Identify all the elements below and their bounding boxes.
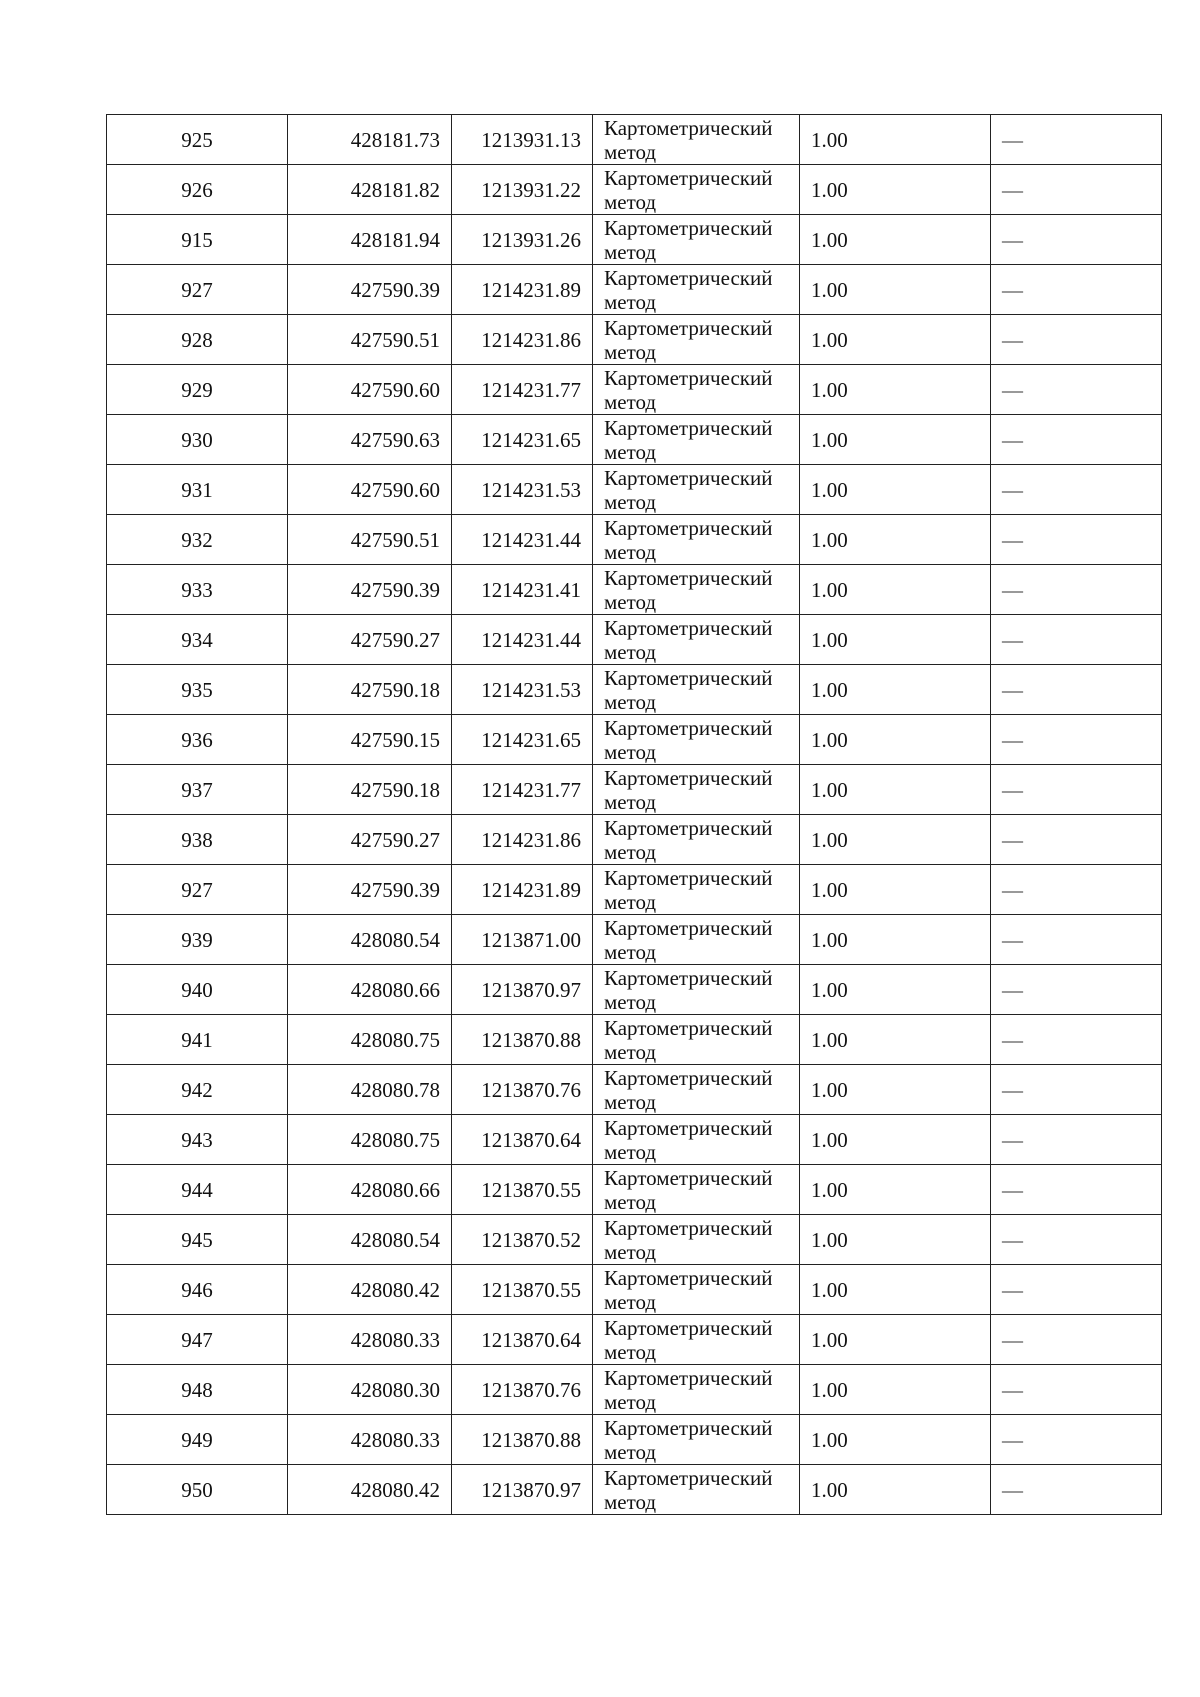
- method-text-line: метод: [604, 189, 657, 214]
- x-coordinate-cell: 428080.54: [288, 915, 452, 965]
- method-text-line: Картометрический: [604, 615, 773, 640]
- accuracy-cell: 1.00: [800, 515, 991, 565]
- point-number-cell: 933: [107, 565, 288, 615]
- method-cell: [593, 665, 800, 715]
- y-coordinate-cell: 1213870.52: [452, 1215, 593, 1265]
- point-number-cell: 932: [107, 515, 288, 565]
- y-coordinate-cell: 1214231.44: [452, 515, 593, 565]
- x-coordinate-cell: 428080.66: [288, 1165, 452, 1215]
- table-row: [107, 1365, 1162, 1415]
- point-number-cell: 945: [107, 1215, 288, 1265]
- accuracy-cell: 1.00: [800, 415, 991, 465]
- method-text-line: метод: [604, 439, 657, 464]
- table-row: [107, 1065, 1162, 1115]
- accuracy-cell: 1.00: [800, 1315, 991, 1365]
- x-coordinate-cell: 428080.33: [288, 1415, 452, 1465]
- method-cell: [593, 165, 800, 215]
- method-text-line: метод: [604, 939, 657, 964]
- method-text-line: Картометрический: [604, 1065, 773, 1090]
- accuracy-cell: 1.00: [800, 365, 991, 415]
- point-number-cell: 939: [107, 915, 288, 965]
- method-text-line: Картометрический: [604, 415, 773, 440]
- table-row: [107, 865, 1162, 915]
- table-row: [107, 765, 1162, 815]
- y-coordinate-cell: 1214231.89: [452, 265, 593, 315]
- table-row: [107, 215, 1162, 265]
- method-text-line: метод: [604, 1489, 657, 1514]
- point-number-cell: 946: [107, 1265, 288, 1315]
- description-cell: —: [991, 165, 1162, 215]
- method-text-line: Картометрический: [604, 465, 773, 490]
- method-text-line: Картометрический: [604, 965, 773, 990]
- method-text-line: Картометрический: [604, 1215, 773, 1240]
- method-text-line: метод: [604, 489, 657, 514]
- method-cell: [593, 1015, 800, 1065]
- description-cell: —: [991, 1315, 1162, 1365]
- description-cell: —: [991, 1065, 1162, 1115]
- accuracy-cell: 1.00: [800, 1015, 991, 1065]
- coordinates-table: [106, 114, 1162, 1515]
- method-text-line: Картометрический: [604, 765, 773, 790]
- method-text-line: метод: [604, 639, 657, 664]
- point-number-cell: 928: [107, 315, 288, 365]
- method-text-line: Картометрический: [604, 915, 773, 940]
- point-number-cell: 944: [107, 1165, 288, 1215]
- x-coordinate-cell: 427590.27: [288, 815, 452, 865]
- accuracy-cell: 1.00: [800, 215, 991, 265]
- y-coordinate-cell: 1213870.64: [452, 1115, 593, 1165]
- point-number-cell: 936: [107, 715, 288, 765]
- point-number-cell: 938: [107, 815, 288, 865]
- y-coordinate-cell: 1213870.97: [452, 965, 593, 1015]
- description-cell: —: [991, 115, 1162, 165]
- point-number-cell: 947: [107, 1315, 288, 1365]
- point-number-cell: 950: [107, 1465, 288, 1515]
- x-coordinate-cell: 427590.18: [288, 665, 452, 715]
- table-row: [107, 815, 1162, 865]
- point-number-cell: 934: [107, 615, 288, 665]
- method-cell: [593, 1065, 800, 1115]
- table-row: [107, 965, 1162, 1015]
- method-text-line: Картометрический: [604, 1415, 773, 1440]
- description-cell: —: [991, 265, 1162, 315]
- point-number-cell: 943: [107, 1115, 288, 1165]
- y-coordinate-cell: 1214231.41: [452, 565, 593, 615]
- description-cell: —: [991, 665, 1162, 715]
- method-text-line: метод: [604, 1339, 657, 1364]
- method-text-line: метод: [604, 989, 657, 1014]
- point-number-cell: 937: [107, 765, 288, 815]
- y-coordinate-cell: 1213931.22: [452, 165, 593, 215]
- x-coordinate-cell: 427590.15: [288, 715, 452, 765]
- method-text-line: метод: [604, 889, 657, 914]
- method-cell: [593, 1265, 800, 1315]
- method-text-line: метод: [604, 239, 657, 264]
- x-coordinate-cell: 428080.33: [288, 1315, 452, 1365]
- table-row: [107, 665, 1162, 715]
- table-row: [107, 715, 1162, 765]
- method-cell: [593, 315, 800, 365]
- method-text-line: метод: [604, 739, 657, 764]
- description-cell: —: [991, 1015, 1162, 1065]
- method-cell: [593, 865, 800, 915]
- point-number-cell: 940: [107, 965, 288, 1015]
- method-cell: [593, 215, 800, 265]
- method-text-line: метод: [604, 689, 657, 714]
- y-coordinate-cell: 1213870.97: [452, 1465, 593, 1515]
- y-coordinate-cell: 1213870.55: [452, 1265, 593, 1315]
- y-coordinate-cell: 1213870.88: [452, 1015, 593, 1065]
- table-row: [107, 565, 1162, 615]
- y-coordinate-cell: 1214231.89: [452, 865, 593, 915]
- y-coordinate-cell: 1213931.26: [452, 215, 593, 265]
- x-coordinate-cell: 428181.73: [288, 115, 452, 165]
- method-text-line: метод: [604, 1389, 657, 1414]
- method-text-line: Картометрический: [604, 665, 773, 690]
- accuracy-cell: 1.00: [800, 1215, 991, 1265]
- method-text-line: метод: [604, 1089, 657, 1114]
- method-cell: [593, 115, 800, 165]
- accuracy-cell: 1.00: [800, 165, 991, 215]
- description-cell: —: [991, 415, 1162, 465]
- method-text-line: метод: [604, 289, 657, 314]
- description-cell: —: [991, 1115, 1162, 1165]
- table-row: [107, 465, 1162, 515]
- method-text-line: метод: [604, 389, 657, 414]
- accuracy-cell: 1.00: [800, 1165, 991, 1215]
- method-cell: [593, 1315, 800, 1365]
- y-coordinate-cell: 1213870.88: [452, 1415, 593, 1465]
- accuracy-cell: 1.00: [800, 465, 991, 515]
- method-text-line: метод: [604, 1239, 657, 1264]
- x-coordinate-cell: 428080.75: [288, 1015, 452, 1065]
- method-text-line: Картометрический: [604, 565, 773, 590]
- table-row: [107, 1265, 1162, 1315]
- y-coordinate-cell: 1214231.65: [452, 415, 593, 465]
- method-text-line: Картометрический: [604, 1465, 773, 1490]
- method-text-line: метод: [604, 339, 657, 364]
- table-row: [107, 1315, 1162, 1365]
- x-coordinate-cell: 428181.94: [288, 215, 452, 265]
- accuracy-cell: 1.00: [800, 715, 991, 765]
- description-cell: —: [991, 465, 1162, 515]
- method-text-line: метод: [604, 789, 657, 814]
- y-coordinate-cell: 1213931.13: [452, 115, 593, 165]
- method-text-line: метод: [604, 1189, 657, 1214]
- method-cell: [593, 1415, 800, 1465]
- accuracy-cell: 1.00: [800, 1265, 991, 1315]
- method-cell: [593, 915, 800, 965]
- description-cell: —: [991, 1215, 1162, 1265]
- method-cell: [593, 565, 800, 615]
- method-text-line: Картометрический: [604, 1365, 773, 1390]
- accuracy-cell: 1.00: [800, 965, 991, 1015]
- method-text-line: Картометрический: [604, 215, 773, 240]
- coordinates-table-body: [107, 115, 1162, 1515]
- method-cell: [593, 265, 800, 315]
- point-number-cell: 927: [107, 265, 288, 315]
- y-coordinate-cell: 1213870.76: [452, 1365, 593, 1415]
- y-coordinate-cell: 1214231.86: [452, 315, 593, 365]
- method-text-line: метод: [604, 139, 657, 164]
- point-number-cell: 931: [107, 465, 288, 515]
- point-number-cell: 926: [107, 165, 288, 215]
- method-text-line: Картометрический: [604, 715, 773, 740]
- method-text-line: Картометрический: [604, 115, 773, 140]
- accuracy-cell: 1.00: [800, 615, 991, 665]
- x-coordinate-cell: 427590.51: [288, 315, 452, 365]
- y-coordinate-cell: 1213870.55: [452, 1165, 593, 1215]
- point-number-cell: 927: [107, 865, 288, 915]
- accuracy-cell: 1.00: [800, 1065, 991, 1115]
- description-cell: —: [991, 515, 1162, 565]
- method-text-line: метод: [604, 1439, 657, 1464]
- table-row: [107, 1415, 1162, 1465]
- table-row: [107, 1115, 1162, 1165]
- x-coordinate-cell: 428080.42: [288, 1265, 452, 1315]
- description-cell: —: [991, 365, 1162, 415]
- accuracy-cell: 1.00: [800, 265, 991, 315]
- accuracy-cell: 1.00: [800, 1465, 991, 1515]
- x-coordinate-cell: 428080.75: [288, 1115, 452, 1165]
- method-cell: [593, 1165, 800, 1215]
- x-coordinate-cell: 428080.78: [288, 1065, 452, 1115]
- point-number-cell: 929: [107, 365, 288, 415]
- method-cell: [593, 465, 800, 515]
- table-row: [107, 1465, 1162, 1515]
- table-row: [107, 165, 1162, 215]
- x-coordinate-cell: 428080.30: [288, 1365, 452, 1415]
- point-number-cell: 941: [107, 1015, 288, 1065]
- accuracy-cell: 1.00: [800, 765, 991, 815]
- method-text-line: Картометрический: [604, 1265, 773, 1290]
- x-coordinate-cell: 427590.18: [288, 765, 452, 815]
- method-cell: [593, 515, 800, 565]
- y-coordinate-cell: 1214231.86: [452, 815, 593, 865]
- method-text-line: Картометрический: [604, 1115, 773, 1140]
- point-number-cell: 925: [107, 115, 288, 165]
- point-number-cell: 935: [107, 665, 288, 715]
- x-coordinate-cell: 427590.63: [288, 415, 452, 465]
- x-coordinate-cell: 428080.42: [288, 1465, 452, 1515]
- point-number-cell: 942: [107, 1065, 288, 1115]
- y-coordinate-cell: 1214231.77: [452, 765, 593, 815]
- method-text-line: метод: [604, 1139, 657, 1164]
- x-coordinate-cell: 428080.66: [288, 965, 452, 1015]
- table-row: [107, 1015, 1162, 1065]
- method-cell: [593, 1215, 800, 1265]
- method-cell: [593, 765, 800, 815]
- description-cell: —: [991, 315, 1162, 365]
- method-text-line: метод: [604, 1289, 657, 1314]
- y-coordinate-cell: 1214231.65: [452, 715, 593, 765]
- point-number-cell: 949: [107, 1415, 288, 1465]
- method-cell: [593, 715, 800, 765]
- table-row: [107, 315, 1162, 365]
- x-coordinate-cell: 428181.82: [288, 165, 452, 215]
- description-cell: —: [991, 1465, 1162, 1515]
- table-row: [107, 365, 1162, 415]
- description-cell: —: [991, 1165, 1162, 1215]
- method-text-line: метод: [604, 539, 657, 564]
- method-text-line: Картометрический: [604, 165, 773, 190]
- accuracy-cell: 1.00: [800, 915, 991, 965]
- accuracy-cell: 1.00: [800, 115, 991, 165]
- point-number-cell: 915: [107, 215, 288, 265]
- table-row: [107, 515, 1162, 565]
- method-cell: [593, 415, 800, 465]
- x-coordinate-cell: 427590.39: [288, 265, 452, 315]
- method-text-line: Картометрический: [604, 815, 773, 840]
- method-cell: [593, 615, 800, 665]
- method-text-line: Картометрический: [604, 515, 773, 540]
- x-coordinate-cell: 427590.39: [288, 565, 452, 615]
- method-cell: [593, 1115, 800, 1165]
- description-cell: —: [991, 565, 1162, 615]
- method-text-line: Картометрический: [604, 865, 773, 890]
- table-row: [107, 915, 1162, 965]
- description-cell: —: [991, 765, 1162, 815]
- method-text-line: Картометрический: [604, 1315, 773, 1340]
- description-cell: —: [991, 1265, 1162, 1315]
- description-cell: —: [991, 915, 1162, 965]
- table-row: [107, 1165, 1162, 1215]
- y-coordinate-cell: 1213870.76: [452, 1065, 593, 1115]
- y-coordinate-cell: 1213871.00: [452, 915, 593, 965]
- table-row: [107, 615, 1162, 665]
- accuracy-cell: 1.00: [800, 865, 991, 915]
- accuracy-cell: 1.00: [800, 315, 991, 365]
- description-cell: —: [991, 1365, 1162, 1415]
- description-cell: —: [991, 615, 1162, 665]
- table-row: [107, 115, 1162, 165]
- method-text-line: метод: [604, 589, 657, 614]
- description-cell: —: [991, 815, 1162, 865]
- point-number-cell: 930: [107, 415, 288, 465]
- method-text-line: метод: [604, 839, 657, 864]
- point-number-cell: 948: [107, 1365, 288, 1415]
- y-coordinate-cell: 1213870.64: [452, 1315, 593, 1365]
- description-cell: —: [991, 865, 1162, 915]
- description-cell: —: [991, 1415, 1162, 1465]
- method-text-line: Картометрический: [604, 1015, 773, 1040]
- method-text-line: Картометрический: [604, 315, 773, 340]
- table-row: [107, 265, 1162, 315]
- table-row: [107, 415, 1162, 465]
- y-coordinate-cell: 1214231.53: [452, 665, 593, 715]
- method-cell: [593, 965, 800, 1015]
- x-coordinate-cell: 428080.54: [288, 1215, 452, 1265]
- description-cell: —: [991, 965, 1162, 1015]
- y-coordinate-cell: 1214231.44: [452, 615, 593, 665]
- x-coordinate-cell: 427590.27: [288, 615, 452, 665]
- method-cell: [593, 1465, 800, 1515]
- y-coordinate-cell: 1214231.77: [452, 365, 593, 415]
- y-coordinate-cell: 1214231.53: [452, 465, 593, 515]
- method-text-line: Картометрический: [604, 365, 773, 390]
- accuracy-cell: 1.00: [800, 565, 991, 615]
- method-cell: [593, 1365, 800, 1415]
- method-text-line: Картометрический: [604, 265, 773, 290]
- table-row: [107, 1215, 1162, 1265]
- accuracy-cell: 1.00: [800, 1365, 991, 1415]
- accuracy-cell: 1.00: [800, 1115, 991, 1165]
- accuracy-cell: 1.00: [800, 665, 991, 715]
- method-text-line: Картометрический: [604, 1165, 773, 1190]
- accuracy-cell: 1.00: [800, 815, 991, 865]
- method-text-line: метод: [604, 1039, 657, 1064]
- description-cell: —: [991, 715, 1162, 765]
- x-coordinate-cell: 427590.60: [288, 365, 452, 415]
- description-cell: —: [991, 215, 1162, 265]
- x-coordinate-cell: 427590.60: [288, 465, 452, 515]
- method-cell: [593, 815, 800, 865]
- accuracy-cell: 1.00: [800, 1415, 991, 1465]
- x-coordinate-cell: 427590.51: [288, 515, 452, 565]
- method-cell: [593, 365, 800, 415]
- x-coordinate-cell: 427590.39: [288, 865, 452, 915]
